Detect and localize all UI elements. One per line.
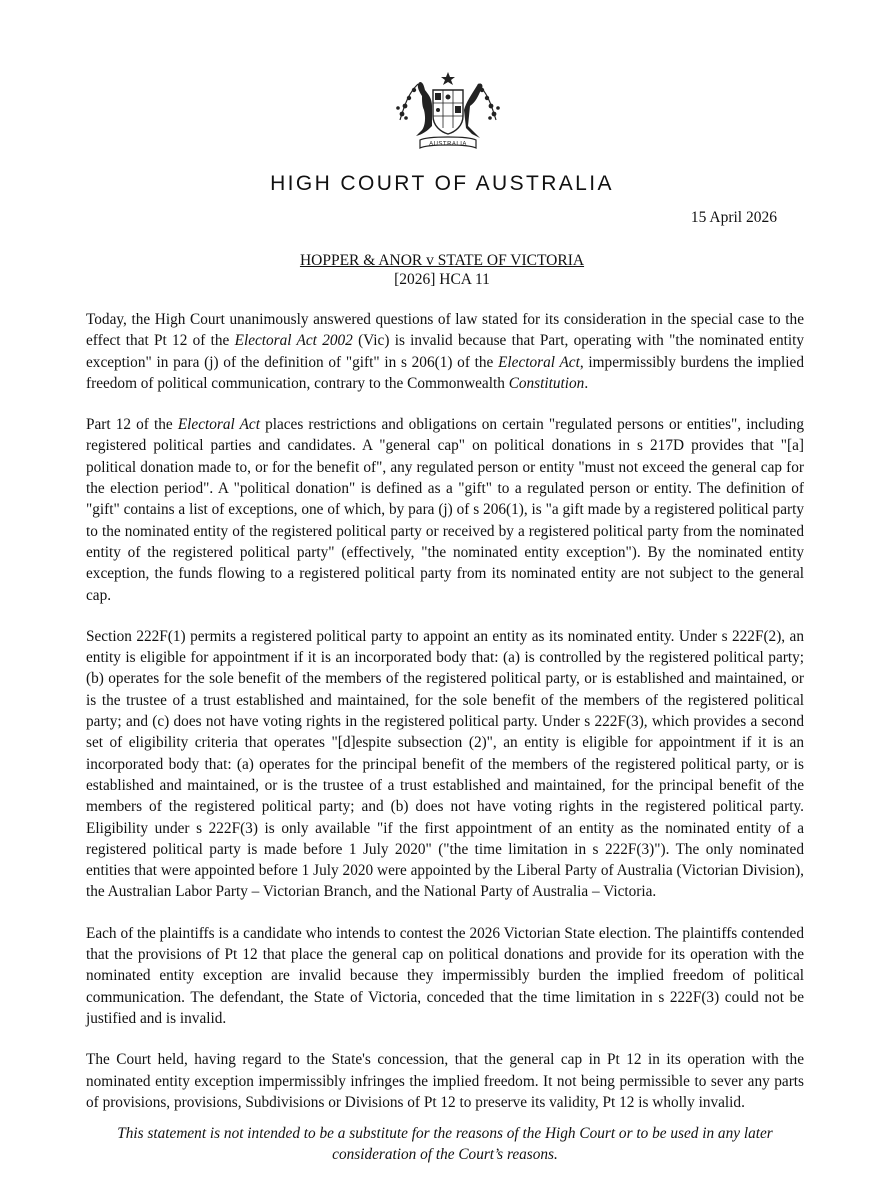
coat-of-arms-emblem: [392, 70, 504, 158]
statement-date: 15 April 2026: [690, 209, 777, 226]
paragraph-2: Part 12 of the Electoral Act places restrictions and obligations on certain "regulated persons or entities", including registered political parties and candidates. A "general cap" on political donations in s 217D provides that "[a] political donation made to, or for the benefit of", any regulated person or entity "must not exceed the general cap for the election period". A "political donation" is defined as a "gift" to a regulated person or entity. The definition of "gift" contains a list of exceptions, one of which, by para (j) of s 206(1), is "a gift made by a registered political party to the nominated entity of the registered political party or received by a registered political party from the nominated entity of the registered political party" (effectively, "the nominated entity exception"). By the nominated entity exception, the funds flowing to a registered political party from its nominated entity are not subject to the general cap.: [86, 416, 804, 604]
paragraph-3: Section 222F(1) permits a registered political party to appoint an entity as its nominated entity. Under s 222F(2), an entity is eligible for appointment if it is an incorporated body that: (a) is controlled by the registered political party; (b) operates for the sole benefit of the members of the registered political party, or is established and maintained, or is the trustee of a trust established and maintained, for the sole benefit of the members of the registered political party; and (c) does not have voting rights in the registered political party. Under s 222F(3), which provides a second set of eligibility criteria that operates "[d]espite subsection (2)", an entity is eligible for appointment if it is an incorporated body that: (a) operates for the principal benefit of the members of the registered political party, or is established and maintained, or is the trustee of a trust established and maintained, for the principal benefit of the members of the registered political party; and (b) does not have voting rights in the registered political party. Eligibility under s 222F(3) is only available "if the first appointment of an entity as the nominated entity of a registered political party is made before 1 July 2020" ("the time limitation in s 222F(3)"). The only nominated entities that were appointed before 1 July 2020 were appointed by the Liberal Party of Australia (Victorian Division), the Australian Labor Party – Victorian Branch, and the National Party of Australia – Victoria.: [86, 627, 804, 901]
case-citation: [2026] HCA 11: [394, 271, 490, 288]
case-heading: [0, 251, 884, 289]
disclaimer-note: This statement is not intended to be a substitute for the reasons of the High Court or to be used in any later consideration of the Court’s reasons.: [117, 1125, 773, 1163]
act-title: Electoral Act 2002: [234, 332, 353, 350]
constitution-title: Constitution: [508, 374, 585, 392]
paragraph-4: Each of the plaintiffs is a candidate who intends to contest the 2026 Victorian State election. The plaintiffs contended that the provisions of Pt 12 that place the general cap on political donations and provide for its operation with the nominated entity exception are invalid because they impermissibly burden the implied freedom of political communication. The defendant, the State of Victoria, conceded that the time limitation in s 222F(3) could not be justified and is invalid.: [86, 924, 804, 1027]
paragraph-5: The Court held, having regard to the State's concession, that the general cap in Pt 12 in its operation with the nominated entity exception impermissibly infringes the implied freedom. It not being permissible to sever any parts of provisions, provisions, Subdivisions or Divisions of Pt 12 to preserve its validity, Pt 12 is wholly invalid.: [86, 1051, 804, 1111]
act-short-title: Electoral Act: [177, 416, 260, 434]
court-title: HIGH COURT OF AUSTRALIA: [270, 172, 614, 195]
case-name: HOPPER & ANOR v STATE OF VICTORIA: [299, 252, 585, 269]
crest-scroll-text: AUSTRALIA: [429, 141, 467, 148]
statement-body: [86, 309, 804, 1113]
paragraph-1: Today, the High Court unanimously answered questions of law stated for its consideration in the special case to the effect that Pt 12 of the Electoral Act 2002 (Vic) is invalid because that Part, operating with "the nominated entity exception" in para (j) of the definition of "gift" in s 206(1) of the Electoral Act, impermissibly burdens the implied freedom of political communication, contrary to the Commonwealth Constitution.: [86, 311, 804, 392]
act-short-title: Electoral Act: [498, 353, 580, 371]
